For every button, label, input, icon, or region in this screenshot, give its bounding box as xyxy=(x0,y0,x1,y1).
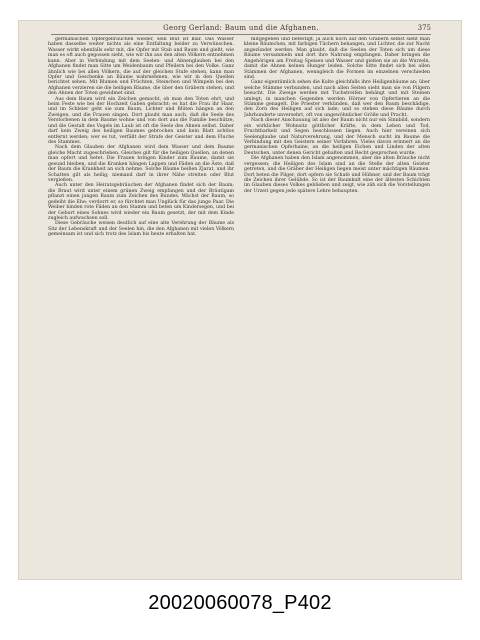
document-page xyxy=(18,20,462,580)
header-rule xyxy=(51,34,431,35)
paragraph: Aus dem Baum wird ein Zeichen gemacht, ob man den Toten ehrt, und beim Feste wie bei der Hochzeit Gaben gebracht; es hat die Frau ihr Haar, und im Schleier geht sie zum Baum, Lichter und Blüten hängen an den Zweigen, und die Frauen singen. Dort glaubt man auch, daß die Seele des Verstorbenen in dem Baume wohne und von dort aus die Familie beschütze, und die Gestalt des Vogels im Laub ist oft die Seele des Ahnen selbst. Daher darf kein Zweig des heiligen Baumes gebrochen und kein Blatt achtlos entfernt werden; wer es tut, verfällt der Strafe der Geister und dem Fluche des Stammes. xyxy=(48,96,234,146)
paragraph: Nach dem Glauben der Afghanen wird dem Wasser und dem Baume gleiche Macht zugeschrieben. Gleiches gilt für die heiligen Quellen, an denen man opfert und betet. Die Frauen bringen Kinder zum Baume, damit sie gesund bleiben, und die Kranken hängen Lappen und Fäden an die Äste, daß der Baum die Krankheit an sich nehme. Solche Bäume heißen Zjarat, und ihr Schatten gilt als heilig; niemand darf in ihrer Nähe streiten oder Blut vergießen. xyxy=(48,145,234,183)
left-column xyxy=(48,37,234,557)
page-header xyxy=(51,22,431,34)
paragraph: Nach dieser Anschauung ist also der Baum nicht nur ein Sinnbild, sondern ein wirklicher Wohnsitz göttlicher Kräfte, in dem Leben und Tod, Fruchtbarkeit und Segen beschlossen liegen. Auch hier vereinen sich Seelenglaube und Naturverehrung, und der Mensch sucht im Baume die Verbindung mit den Geistern seiner Vorfahren. Vieles davon erinnert an die germanischen Opferhaine, an die heiligen Eichen und Linden der alten Deutschen, unter denen Gericht gehalten und Recht gesprochen wurde. xyxy=(244,118,430,156)
paragraph: Ganz eigentümlich sehen die Kulte gleichfalls ihre Heiligenbäume an; über welche Stämme verbunden, und nach allen Seiten sieht man sie von Pilgern besucht. Die Zweige werden mit Tuchstreifen behängt und mit Steinen umlegt; in manchen Gegenden werden Hörner von Opfertieren an die Stämme genagelt. Die Priester verkünden, daß wer den Baum beschädige, den Zorn des Heiligen auf sich lade; und so stehen diese Bäume durch Jahrhunderte unversehrt, oft von ungewöhnlicher Größe und Pracht. xyxy=(244,80,430,118)
paragraph: Diese Gebräuche weisen deutlich auf eine alte Verehrung der Bäume als Sitz der Lebenskraft und der Seelen hin, die den Afghanen mit vielen Völkern gemeinsam ist und sich trotz des Islam bis heute erhalten hat. xyxy=(48,221,234,238)
paragraph: Auch unter den Heiratsgebräuchen der Afghanen findet sich der Baum; die Braut wird unter einem grünen Zweig empfangen und der Bräutigam pflanzt einen jungen Baum zum Zeichen des Bundes. Wächst der Baum, so gedeiht die Ehe; verdorrt er, so fürchtet man Unglück für das junge Paar. Die Weiber binden rote Fäden an den Stamm und beten um Kindersegen, und bei der Geburt eines Sohnes wird wieder ein Baum gesetzt, der mit dem Kinde zugleich aufwachsen soll. xyxy=(48,183,234,221)
scan-identifier: 20020060078_P402 xyxy=(148,592,332,614)
page-number: 375 xyxy=(417,24,431,32)
paragraph: Die Afghanen haben den Islam angenommen, aber die alten Bräuche nicht vergessen; die Heiligen des Islam sind an die Stelle der alten Geister getreten, und die Gräber der Heiligen liegen meist unter mächtigen Bäumen. Dort beten die Pilger, dort opfern sie Schafe und Hühner, und der Baum trägt die Zeichen ihrer Gelübde. So ist der Baumkult eine der ältesten Schichten im Glauben dieses Volkes geblieben und zeigt, wie zäh sich die Vorstellungen der Urzeit gegen jede spätere Lehre behaupten. xyxy=(244,156,430,194)
paragraph: germanischen Opfergebräuchen wieder, sein Blut ist klar. Das Wasser haben dasselbe weiter nichts als eine Entfaltung beider zu Verwünschen. Wasser wirkt ebenfalls sehr mit, die Opfer mit Stab und Baum und gießt, wie man es oft auch gegossen sieht, wie wir ihn aus den alten Völkern entnehmen kann. Aber in Verbindung mit dem Seelen- und Ahnenglauben bei den Afghanen findet man Sitte um Weidenbaum und Pfeilern bei den Volke. Ganz ähnlich wie bei allen Völkern, die auf der gleichen Stufe stehen, kann man Opfer und Geschenke an Bäume wahrnehmen, wie wir in den Quellen berichtet sehen. Mit Blumen und Früchten, Steinchen und Wimpeln bei den Afghanen verzieren sie die heiligen Bäume, die über den Gräbern stehen, und den Ahnen der Toten gewidmet sind. xyxy=(48,37,234,97)
paragraph: mitgegeben und befestigt, ja auch noch auf den Gräbern selbst sieht man kleine Bäumchen, mit farbigen Tüchern behangen, und Lichter, die zur Nacht angezündet werden. Man glaubt, daß die Seelen der Toten sich um diese Bäume versammeln und dort ihre Nahrung empfangen. Daher bringen die Angehörigen am Freitag Speisen und Wasser und gießen sie an die Wurzeln, damit die Ahnen keinen Hunger leiden. Solche Sitte findet sich bei allen Stämmen der Afghanen, wenngleich die Formen im einzelnen verschieden sind. xyxy=(244,37,430,80)
running-title: Georg Gerland: Baum und die Afghanen. xyxy=(163,24,319,32)
right-column xyxy=(244,37,430,557)
